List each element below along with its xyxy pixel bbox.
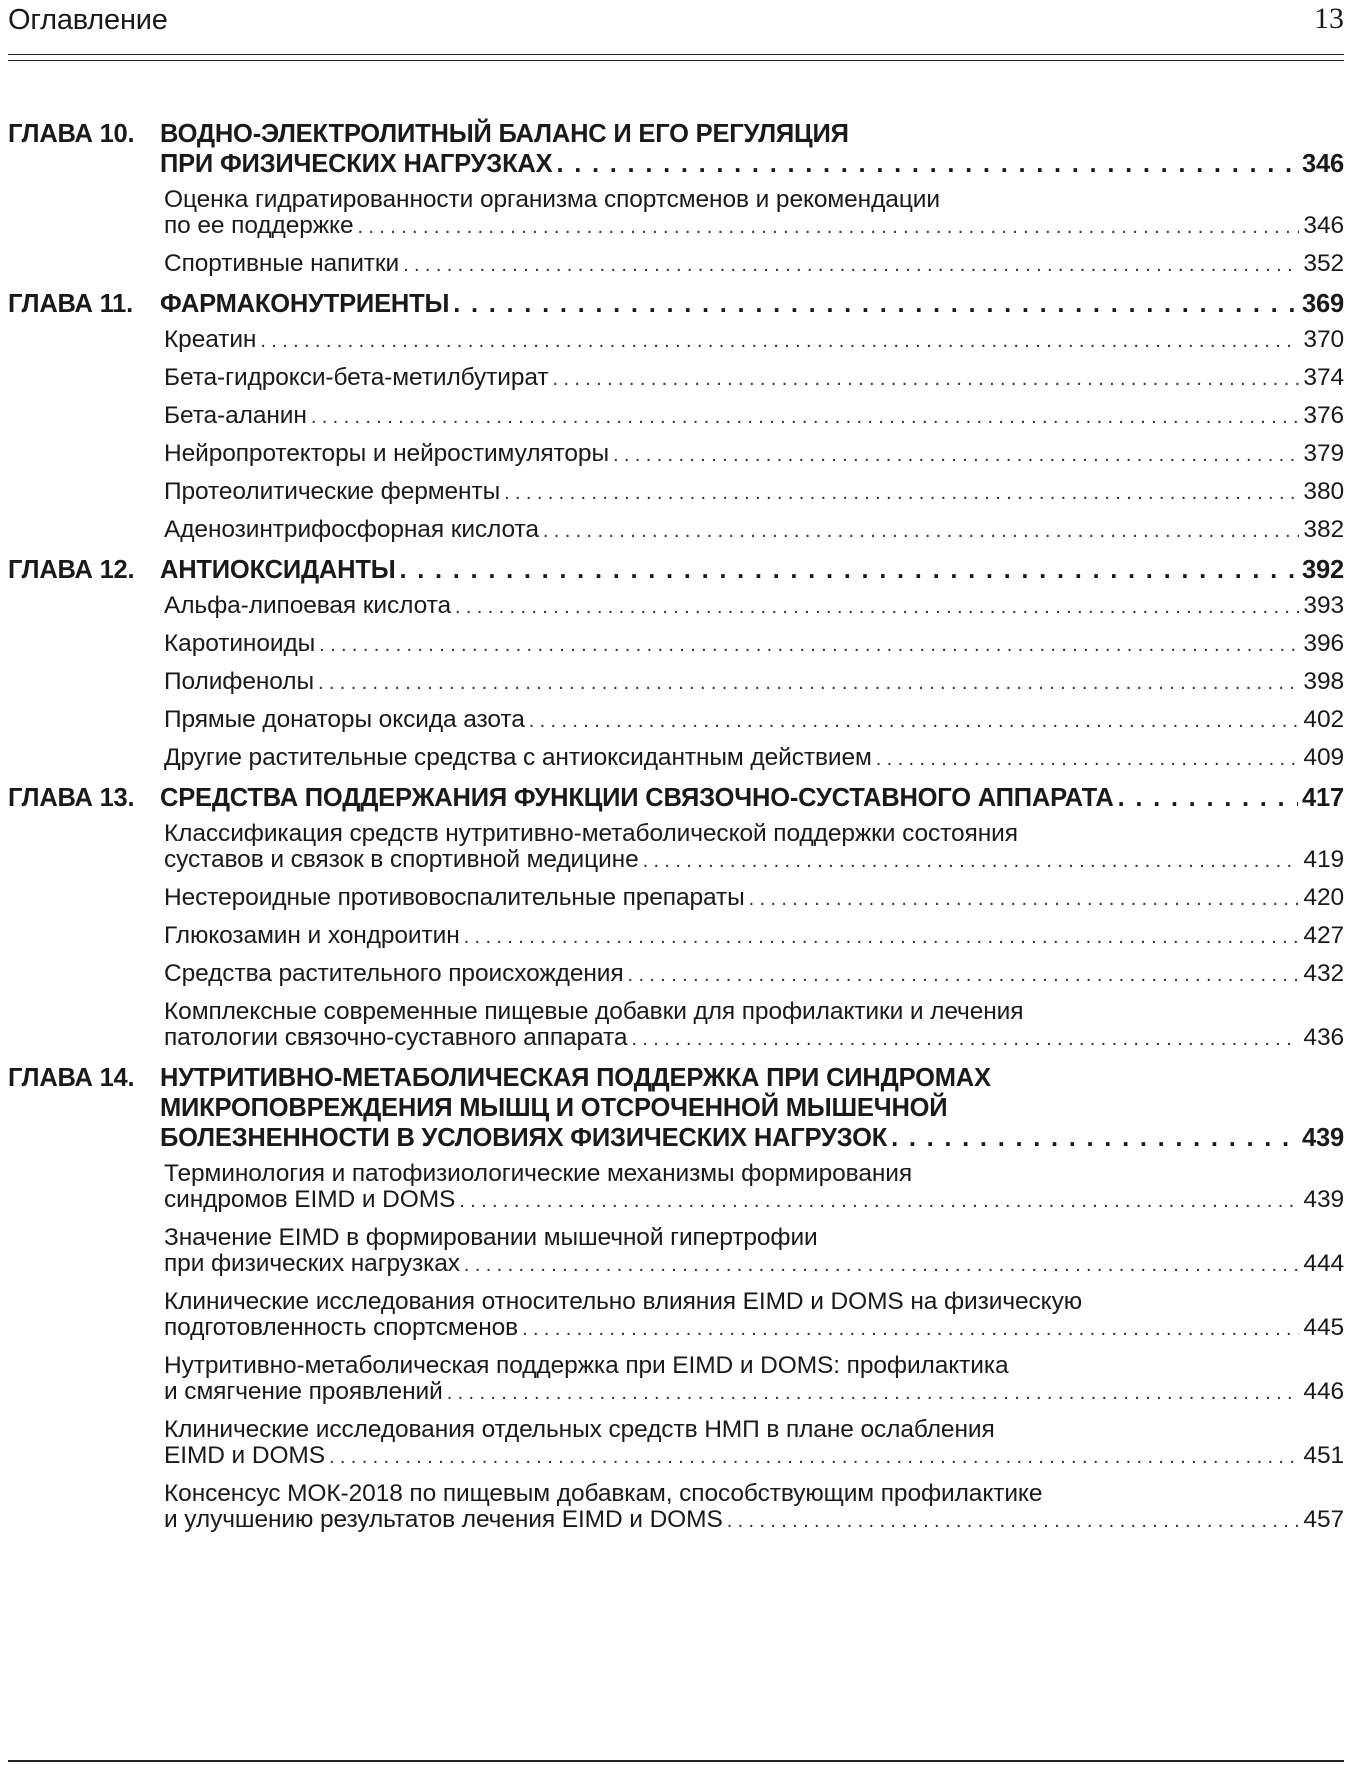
chapter-label: ГЛАВА 13.: [8, 784, 135, 812]
dot-leader: [553, 366, 1300, 392]
dot-leader: [453, 289, 1298, 319]
entry-page-number: 382: [1303, 516, 1344, 543]
dot-leader: [749, 886, 1300, 912]
entry-title-line: по ее поддержке . . . 346: [164, 213, 1344, 240]
dot-leader: [529, 708, 1300, 734]
dot-leader: [319, 632, 1299, 658]
toc-entry[interactable]: [164, 1289, 1344, 1342]
chapter-page-number: 369: [1302, 290, 1344, 318]
entry-title-line: Глюкозамин и хондроитин . . . 427: [164, 923, 1344, 950]
entry-title-line: синдромов EIMD и DOMS . . . 439: [164, 1187, 1344, 1214]
entry-page-number: 451: [1303, 1442, 1344, 1469]
toc-entry[interactable]: [164, 999, 1344, 1052]
entry-title-line: патологии связочно-суставного аппарата . . . 436: [164, 1025, 1344, 1052]
chapter-title: [160, 1063, 1344, 1153]
entry-page-number: 444: [1303, 1250, 1344, 1277]
entry-title-line: Клинические исследования отдельных средств НМП в плане ослабления: [164, 1416, 995, 1443]
entry-title-line: Альфа-липоевая кислота . . . 393: [164, 593, 1344, 620]
toc-entry[interactable]: [164, 327, 1344, 354]
dot-leader: [643, 848, 1300, 874]
entry-title-line: при физических нагрузках . . . 444: [164, 1251, 1344, 1278]
entry-title-line: Нейропротекторы и нейростимуляторы . . . 379: [164, 441, 1344, 468]
chapter-heading[interactable]: [8, 1063, 1344, 1153]
entry-title-line: Другие растительные средства с антиоксидантным действием . . . 409: [164, 745, 1344, 772]
header-double-rule: [8, 54, 1344, 61]
toc-entry[interactable]: [164, 707, 1344, 734]
entry-title-line: Бета-гидрокси-бета-метилбутират . . . 374: [164, 365, 1344, 392]
chapter-heading[interactable]: [8, 555, 1344, 585]
dot-leader: [318, 670, 1299, 696]
entry-page-number: 419: [1303, 846, 1344, 873]
toc-entry[interactable]: [164, 403, 1344, 430]
entry-title-line: Средства растительного происхождения . . . 432: [164, 961, 1344, 988]
entry-page-number: 420: [1303, 884, 1344, 911]
dot-leader: [403, 252, 1299, 278]
dot-leader: [727, 1508, 1300, 1534]
dot-leader: [260, 328, 1299, 354]
entry-page-number: 398: [1303, 668, 1344, 695]
entry-title-line: Креатин . . . 370: [164, 327, 1344, 354]
page-number: 13: [1314, 2, 1344, 35]
dot-leader: [399, 555, 1298, 585]
toc-entry[interactable]: [164, 1417, 1344, 1470]
dot-leader: [522, 1316, 1299, 1342]
toc-entry[interactable]: [164, 187, 1344, 240]
toc-entry[interactable]: [164, 479, 1344, 506]
chapter-label: ГЛАВА 11.: [8, 290, 134, 318]
chapter-title-line: НУТРИТИВНО-МЕТАБОЛИЧЕСКАЯ ПОДДЕРЖКА ПРИ СИНДРОМАХ: [160, 1064, 991, 1092]
chapter-heading[interactable]: [8, 783, 1344, 813]
entry-title-line: Терминология и патофизиологические механизмы формирования: [164, 1160, 913, 1187]
dot-leader: [357, 214, 1299, 240]
chapter-label: ГЛАВА 12.: [8, 556, 135, 584]
entry-page-number: 402: [1303, 706, 1344, 733]
chapter-title-line: СРЕДСТВА ПОДДЕРЖАНИЯ ФУНКЦИИ СВЯЗОЧНО-СУСТАВНОГО АППАРАТА . . . 417: [160, 783, 1344, 813]
dot-leader: [464, 1252, 1300, 1278]
toc-entry[interactable]: [164, 1161, 1344, 1214]
entry-page-number: 376: [1303, 402, 1344, 429]
chapter-title-line: ВОДНО-ЭЛЕКТРОЛИТНЫЙ БАЛАНС И ЕГО РЕГУЛЯЦИЯ: [160, 120, 849, 148]
dot-leader: [613, 442, 1299, 468]
entry-title-line: Аденозинтрифосфорная кислота . . . 382: [164, 517, 1344, 544]
entry-title-line: суставов и связок в спортивной медицине . . . 419: [164, 847, 1344, 874]
entry-title-line: Комплексные современные пищевые добавки для профилактики и лечения: [164, 998, 1024, 1025]
entry-title-line: Нестероидные противовоспалительные препараты . . . 420: [164, 885, 1344, 912]
entry-title-line: и улучшению результатов лечения EIMD и DOMS . . . 457: [164, 1507, 1344, 1534]
dot-leader: [1118, 783, 1298, 813]
toc-chapter: [8, 783, 1344, 1052]
chapter-label: ГЛАВА 10.: [8, 120, 135, 148]
dot-leader: [876, 746, 1300, 772]
toc-entry[interactable]: [164, 365, 1344, 392]
chapter-page-number: 346: [1302, 150, 1344, 178]
dot-leader: [556, 149, 1298, 179]
chapter-title-line: ФАРМАКОНУТРИЕНТЫ . . . 369: [160, 289, 1344, 319]
entry-page-number: 346: [1303, 212, 1344, 239]
chapter-heading[interactable]: [8, 289, 1344, 319]
toc-entry[interactable]: [164, 517, 1344, 544]
entry-page-number: 380: [1303, 478, 1344, 505]
entry-title-line: Нутритивно-метаболическая поддержка при EIMD и DOMS: профилактика: [164, 1352, 1009, 1379]
dot-leader: [891, 1123, 1298, 1153]
toc-entry[interactable]: [164, 1353, 1344, 1406]
table-of-contents: [8, 119, 1344, 1545]
entry-title-line: Клинические исследования относительно влияния EIMD и DOMS на физическую: [164, 1288, 1083, 1315]
entry-page-number: 352: [1303, 250, 1344, 277]
toc-entry[interactable]: [164, 821, 1344, 874]
entry-title-line: подготовленность спортсменов . . . 445: [164, 1315, 1344, 1342]
entry-title-line: и смягчение проявлений . . . 446: [164, 1379, 1344, 1406]
dot-leader: [455, 594, 1299, 620]
chapter-title-line: АНТИОКСИДАНТЫ . . . 392: [160, 555, 1344, 585]
entry-title-line: Консенсус МОК-2018 по пищевым добавкам, способствующим профилактике: [164, 1480, 1043, 1507]
entry-title-line: Прямые донаторы оксида азота . . . 402: [164, 707, 1344, 734]
toc-entry[interactable]: [164, 1225, 1344, 1278]
chapter-heading[interactable]: [8, 119, 1344, 179]
entry-page-number: 439: [1303, 1186, 1344, 1213]
toc-entry[interactable]: [164, 961, 1344, 988]
dot-leader: [329, 1444, 1299, 1470]
chapter-page-number: 392: [1302, 556, 1344, 584]
dot-leader: [311, 404, 1300, 430]
entry-title-line: Классификация средств нутритивно-метаболической поддержки состояния: [164, 820, 1018, 847]
dot-leader: [504, 480, 1299, 506]
toc-entry[interactable]: [164, 923, 1344, 950]
toc-entry[interactable]: [164, 441, 1344, 468]
toc-entry[interactable]: [164, 745, 1344, 772]
chapter-title-line: БОЛЕЗНЕННОСТИ В УСЛОВИЯХ ФИЗИЧЕСКИХ НАГРУЗОК . . . 439: [160, 1123, 1344, 1153]
entry-title-line: Бета-аланин . . . 376: [164, 403, 1344, 430]
dot-leader: [459, 1188, 1299, 1214]
toc-entry[interactable]: [164, 593, 1344, 620]
dot-leader: [464, 924, 1300, 950]
entry-page-number: 432: [1303, 960, 1344, 987]
footer-rule: [8, 1760, 1344, 1762]
entry-page-number: 374: [1303, 364, 1344, 391]
chapter-title-line: МИКРОПОВРЕЖДЕНИЯ МЫШЦ И ОТСРОЧЕННОЙ МЫШЕЧНОЙ: [160, 1094, 948, 1122]
toc-chapter: [8, 119, 1344, 278]
entry-page-number: 396: [1303, 630, 1344, 657]
chapter-title: [160, 783, 1344, 813]
toc-entry[interactable]: [164, 885, 1344, 912]
entry-page-number: 445: [1303, 1314, 1344, 1341]
chapter-title-line: ПРИ ФИЗИЧЕСКИХ НАГРУЗКАХ . . . 346: [160, 149, 1344, 179]
entry-page-number: 379: [1303, 440, 1344, 467]
entry-title-line: Спортивные напитки . . . 352: [164, 251, 1344, 278]
entry-page-number: 446: [1303, 1378, 1344, 1405]
entry-page-number: 436: [1303, 1024, 1344, 1051]
toc-entry[interactable]: [164, 251, 1344, 278]
running-title: Оглавление: [8, 4, 168, 36]
toc-entry[interactable]: [164, 1481, 1344, 1534]
chapter-title: [160, 555, 1344, 585]
entry-page-number: 427: [1303, 922, 1344, 949]
dot-leader: [447, 1380, 1300, 1406]
toc-entry[interactable]: [164, 669, 1344, 696]
chapter-title: [160, 289, 1344, 319]
entry-title-line: EIMD и DOMS . . . 451: [164, 1443, 1344, 1470]
entry-page-number: 457: [1303, 1506, 1344, 1533]
entry-page-number: 393: [1303, 592, 1344, 619]
entry-title-line: Протеолитические ферменты . . . 380: [164, 479, 1344, 506]
dot-leader: [631, 1026, 1299, 1052]
toc-chapter: [8, 555, 1344, 772]
entry-page-number: 409: [1303, 744, 1344, 771]
chapter-page-number: 439: [1302, 1124, 1344, 1152]
toc-chapter: [8, 1063, 1344, 1534]
entry-title-line: Значение EIMD в формировании мышечной гипертрофии: [164, 1224, 818, 1251]
entry-title-line: Полифенолы . . . 398: [164, 669, 1344, 696]
entry-title-line: Оценка гидратированности организма спортсменов и рекомендации: [164, 186, 940, 213]
entry-title-line: Каротиноиды . . . 396: [164, 631, 1344, 658]
toc-entry[interactable]: [164, 631, 1344, 658]
toc-chapter: [8, 289, 1344, 544]
entry-page-number: 370: [1303, 326, 1344, 353]
chapter-label: ГЛАВА 14.: [8, 1064, 135, 1092]
chapter-title: [160, 119, 1344, 179]
dot-leader: [543, 518, 1300, 544]
dot-leader: [628, 962, 1300, 988]
chapter-page-number: 417: [1302, 784, 1344, 812]
